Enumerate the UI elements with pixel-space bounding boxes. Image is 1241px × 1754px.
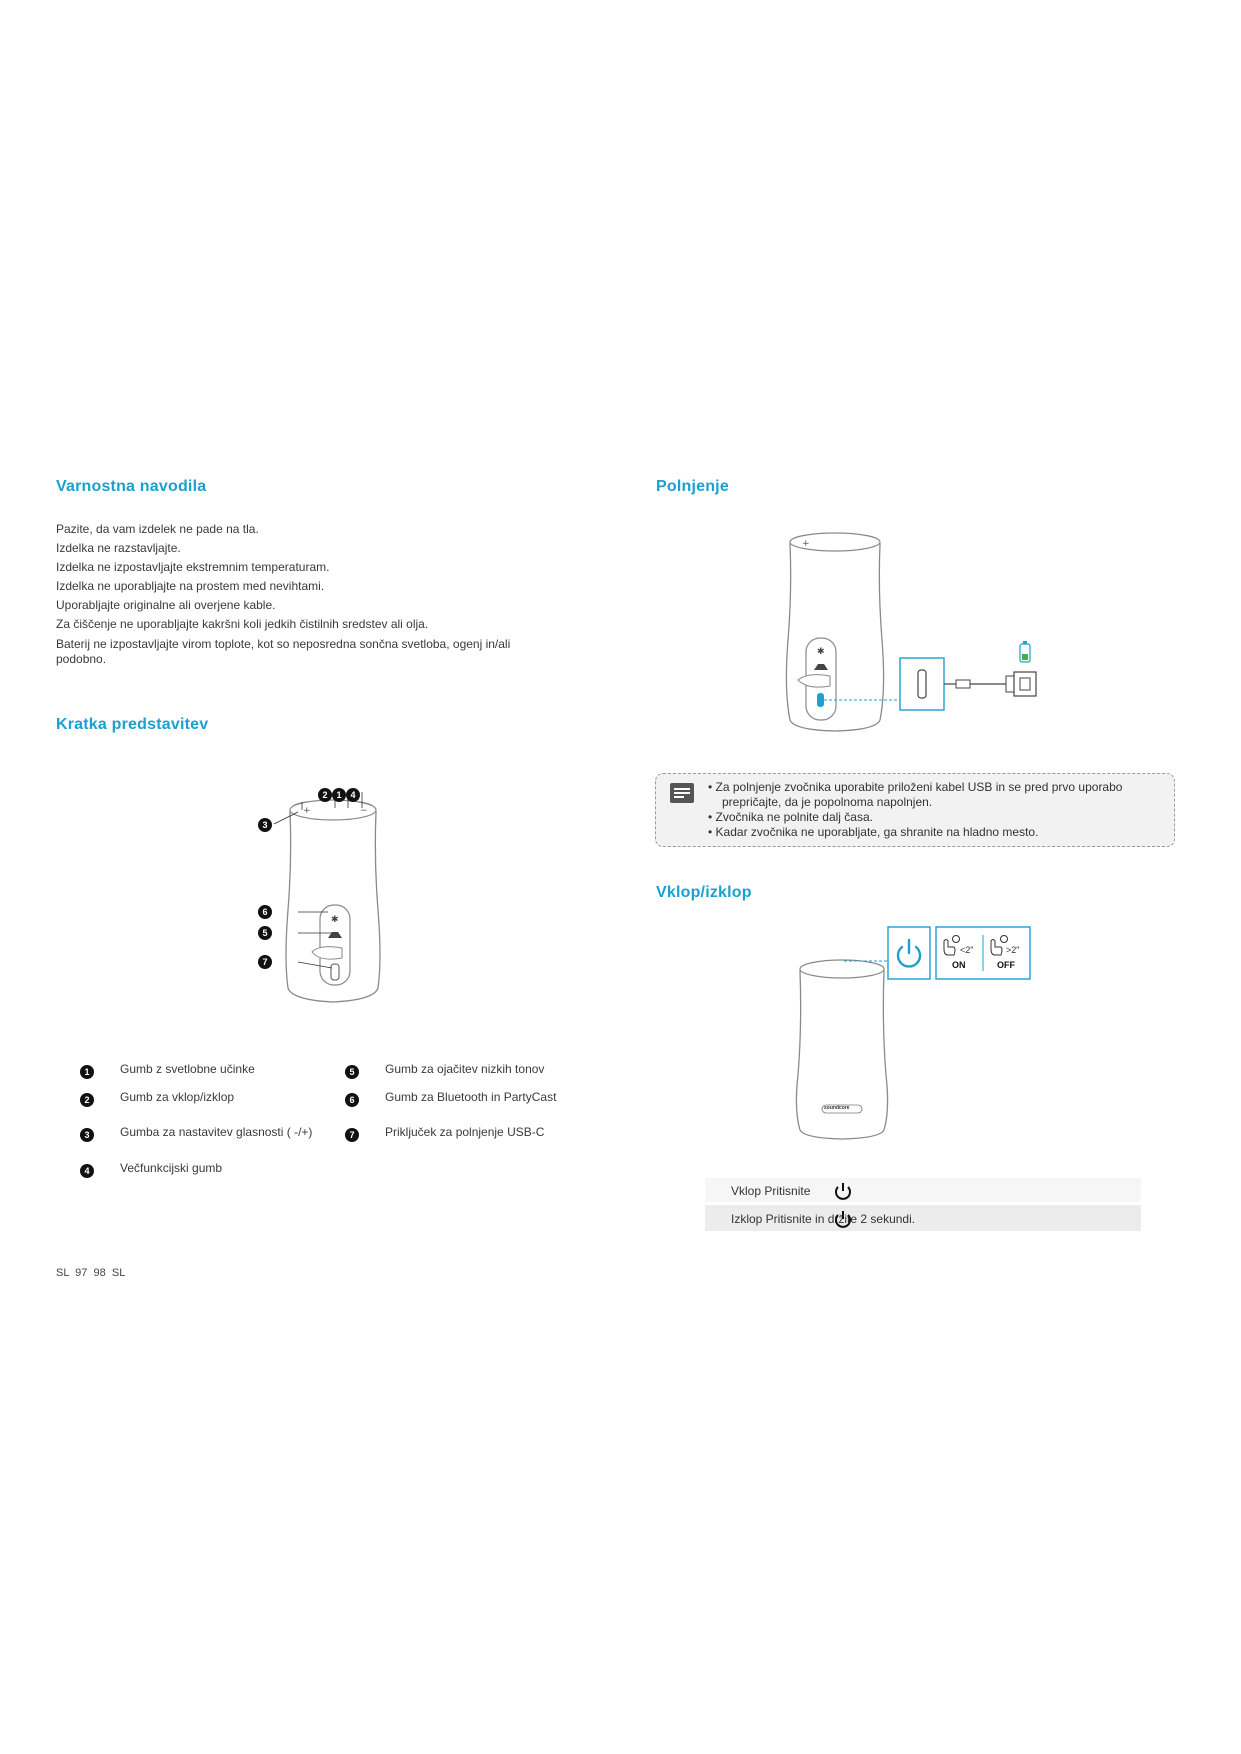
legend-number: 6 — [345, 1093, 359, 1107]
callout-badge: 4 — [346, 788, 360, 802]
safety-line: Baterij ne izpostavljajte virom toplote, kot so neposredna sončna svetloba, ogenj in/ali — [56, 637, 511, 651]
safety-title: Varnostna navodila — [56, 478, 207, 495]
on-label: ON — [952, 960, 966, 970]
legend-number: 7 — [345, 1128, 359, 1142]
power-on-text: Vklop Pritisnite — [731, 1184, 811, 1198]
power-icon — [833, 1181, 853, 1201]
legend-item — [345, 1125, 625, 1143]
legend-item — [80, 1090, 340, 1108]
note-text: prepričajte, da je popolnoma napolnjen. — [722, 795, 933, 809]
legend-number: 4 — [80, 1164, 94, 1178]
legend-number: 1 — [80, 1065, 94, 1079]
legend-text: Večfunkcijski gumb — [120, 1161, 223, 1175]
note-line: • Za polnjenje zvočnika uporabite priloženi kabel USB in se pred prvo uporabo — [708, 780, 1123, 794]
svg-text:+: + — [802, 539, 810, 549]
safety-line: Izdelka ne razstavljajte. — [56, 541, 181, 555]
safety-line: Uporabljajte originalne ali overjene kable. — [56, 598, 276, 612]
speaker-illustration — [250, 780, 410, 1010]
legend-text: Gumb za vklop/izklop — [120, 1090, 235, 1104]
power-diagram — [790, 925, 1040, 1145]
legend-text: Gumb za Bluetooth in PartyCast — [385, 1090, 557, 1104]
safety-line: Pazite, da vam izdelek ne pade na tla. — [56, 522, 259, 536]
charging-title: Polnjenje — [656, 478, 729, 495]
charging-diagram — [780, 530, 1060, 740]
legend-text: Gumb za ojačitev nizkih tonov — [385, 1062, 545, 1076]
callout-badge: 2 — [318, 788, 332, 802]
legend-text: Priključek za polnjenje USB-C — [385, 1125, 545, 1139]
legend-number: 2 — [80, 1093, 94, 1107]
note-text: Za polnjenje zvočnika uporabite priloženi kabel USB in se pred prvo uporabo — [715, 780, 1123, 794]
power-title: Vklop/izklop — [656, 884, 752, 901]
legend-number: 3 — [80, 1128, 94, 1142]
safety-line: podobno. — [56, 652, 107, 666]
speaker-diagram — [250, 780, 410, 1010]
off-time-label: >2" — [1006, 945, 1020, 955]
svg-text:✱: ✱ — [331, 915, 339, 925]
legend-text: Gumba za nastavitev glasnosti ( -/+) — [120, 1125, 313, 1139]
power-on-row — [705, 1178, 1141, 1202]
callout-badge: 3 — [258, 818, 272, 832]
legend-item — [345, 1090, 625, 1108]
note-text: Zvočnika ne polnite dalj časa. — [715, 810, 873, 824]
callout-badge: 5 — [258, 926, 272, 940]
safety-line: Za čiščenje ne uporabljajte kakršni koli jedkih čistilnih sredstev ali olja. — [56, 617, 429, 631]
callout-badge: 7 — [258, 955, 272, 969]
charging-illustration — [780, 530, 1060, 740]
page-footer: SL 97 98 SL — [56, 1267, 126, 1279]
note-line: • Zvočnika ne polnite dalj časa. — [708, 810, 873, 824]
legend-item — [80, 1125, 340, 1143]
callout-badge: 1 — [332, 788, 346, 802]
svg-text:+: + — [303, 806, 311, 816]
brand-logo: soundcore — [824, 1105, 850, 1111]
legend-number: 5 — [345, 1065, 359, 1079]
callout-badge: 6 — [258, 905, 272, 919]
on-time-label: <2" — [960, 945, 974, 955]
power-icon — [833, 1209, 853, 1229]
legend-item — [345, 1062, 625, 1080]
power-off-text: Izklop Pritisnite in držite 2 sekundi. — [731, 1212, 916, 1226]
note-text: Kadar zvočnika ne uporabljate, ga shranite na hladno mesto. — [715, 825, 1039, 839]
safety-line: Izdelka ne izpostavljajte ekstremnim temperaturam. — [56, 560, 330, 574]
overview-title: Kratka predstavitev — [56, 716, 209, 733]
legend-item — [80, 1161, 340, 1179]
safety-list — [56, 520, 596, 667]
off-label: OFF — [997, 960, 1015, 970]
safety-line: Izdelka ne uporabljajte na prostem med nevihtami. — [56, 579, 325, 593]
svg-text:−: − — [360, 806, 368, 816]
legend-text: Gumb z svetlobne učinke — [120, 1062, 255, 1076]
power-illustration — [790, 925, 1040, 1145]
svg-text:✱: ✱ — [817, 647, 825, 657]
legend-item — [80, 1062, 340, 1080]
charging-note — [655, 773, 1175, 847]
note-line: • Kadar zvočnika ne uporabljate, ga shranite na hladno mesto. — [708, 825, 1039, 839]
power-off-row — [705, 1205, 1141, 1231]
note-icon — [670, 783, 694, 803]
note-line — [708, 795, 1168, 810]
